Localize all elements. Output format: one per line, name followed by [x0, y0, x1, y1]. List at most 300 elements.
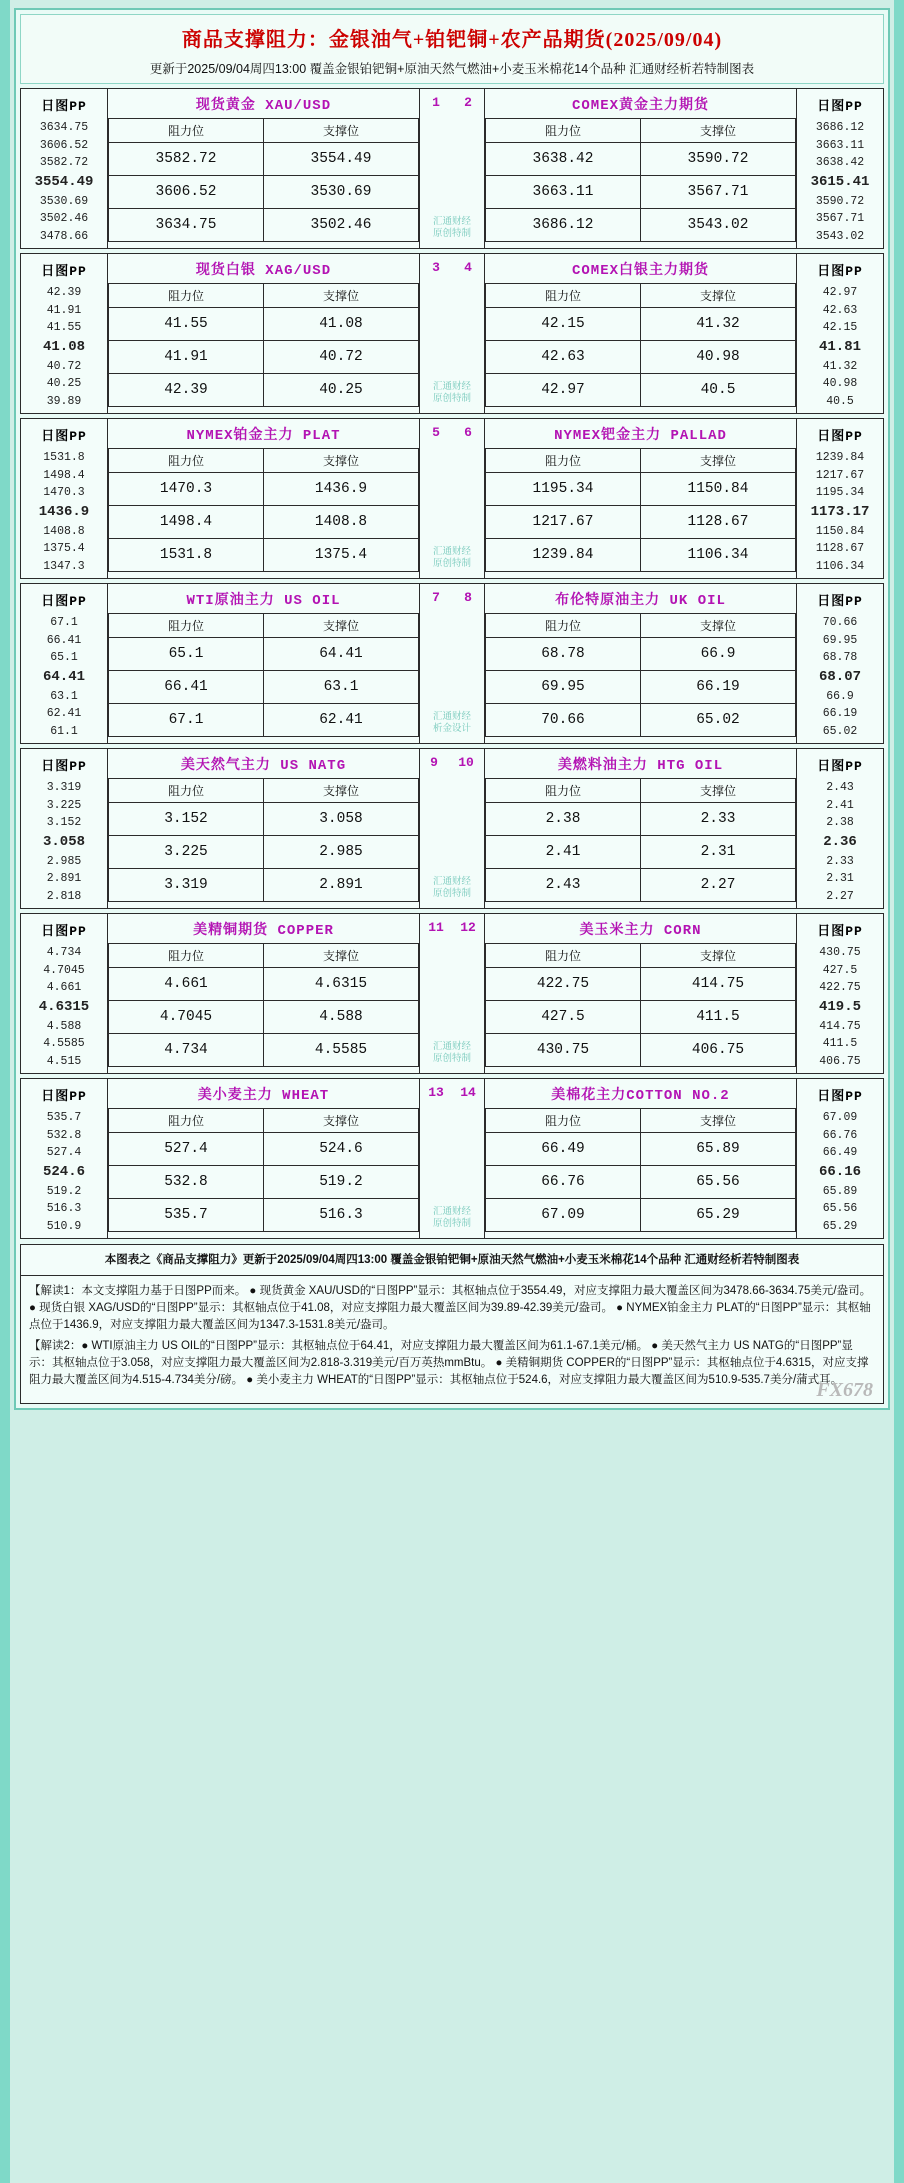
instrument-title: 现货白银 XAG/USD [195, 263, 332, 279]
left-panel [107, 419, 420, 578]
table-row [486, 671, 796, 704]
table-row [486, 1034, 796, 1067]
support-value: 516.3 [264, 1199, 419, 1232]
page-title: 商品支撑阻力：金银油气+铂钯铜+农产品期货(2025/09/04) [181, 29, 723, 51]
levels-table [485, 613, 796, 737]
support-header: 支撑位 [264, 614, 419, 638]
pp-header: 日图PP [817, 264, 863, 279]
support-value: 66.19 [641, 671, 796, 704]
block-number-right: 6 [464, 425, 472, 440]
resistance-value: 3.319 [109, 869, 264, 902]
resistance-value: 1217.67 [486, 506, 641, 539]
watermark [420, 381, 484, 405]
scale-level: 4.588 [46, 1019, 82, 1033]
watermark-line-1: 汇通财经 [432, 711, 471, 722]
report-frame [14, 8, 890, 1410]
table-row [486, 506, 796, 539]
resistance-header: 阻力位 [486, 284, 641, 308]
resistance-value: 1239.84 [486, 539, 641, 572]
watermark-line-2: 原创特制 [432, 558, 471, 569]
right-panel [484, 584, 797, 743]
support-value: 3502.46 [264, 209, 419, 242]
table-row [109, 539, 419, 572]
resistance-value: 3582.72 [109, 143, 264, 176]
support-value: 2.33 [641, 803, 796, 836]
scale-level: 66.76 [822, 1128, 858, 1142]
scale-level: 2.31 [826, 872, 854, 885]
footer-summary [20, 1244, 884, 1276]
levels-table [485, 943, 796, 1067]
block-numbers [420, 914, 484, 935]
block-number-right: 10 [458, 755, 474, 770]
scale-level: 67.09 [822, 1111, 858, 1124]
scale-level: 3.152 [46, 816, 82, 829]
scale-level: 40.98 [822, 377, 858, 390]
resistance-value: 68.78 [486, 638, 641, 671]
pp-header: 日图PP [41, 759, 87, 774]
scale-level: 2.818 [46, 889, 82, 903]
instrument-block [20, 418, 884, 579]
instrument-title: 美小麦主力 WHEAT [197, 1088, 330, 1104]
scale-level: 532.8 [46, 1128, 82, 1142]
instrument-title: COMEX白银主力期货 [571, 263, 709, 279]
resistance-value: 41.55 [109, 308, 264, 341]
left-scale [21, 749, 107, 908]
support-value: 4.5585 [264, 1034, 419, 1067]
levels-table [485, 118, 796, 242]
support-value: 65.02 [641, 704, 796, 737]
scale-level: 3638.42 [815, 156, 865, 169]
scale-level: 4.734 [46, 946, 82, 959]
support-value: 64.41 [264, 638, 419, 671]
resistance-value: 3634.75 [109, 209, 264, 242]
table-row [486, 539, 796, 572]
table-row [109, 671, 419, 704]
support-header: 支撑位 [641, 1109, 796, 1133]
table-row [486, 308, 796, 341]
resistance-value: 42.39 [109, 374, 264, 407]
right-scale [797, 914, 883, 1073]
resistance-value: 3663.11 [486, 176, 641, 209]
instrument-block [20, 913, 884, 1074]
scale-level: 3606.52 [39, 138, 89, 152]
instrument-title: WTI原油主力 US OIL [186, 593, 341, 609]
pp-header: 日图PP [817, 924, 863, 939]
support-value: 414.75 [641, 968, 796, 1001]
pp-header: 日图PP [41, 99, 87, 114]
levels-table [108, 778, 419, 902]
support-value: 2.985 [264, 836, 419, 869]
table-row [109, 209, 419, 242]
fx678-watermark: FX678 [816, 1379, 873, 1401]
table-row [486, 176, 796, 209]
scale-level: 1217.67 [815, 468, 865, 482]
center-column [420, 254, 484, 413]
resistance-value: 67.09 [486, 1199, 641, 1232]
resistance-value: 42.63 [486, 341, 641, 374]
scale-level: 42.97 [822, 286, 858, 299]
scale-level: 69.95 [822, 633, 858, 647]
resistance-header: 阻力位 [486, 614, 641, 638]
support-value: 40.72 [264, 341, 419, 374]
table-row [486, 473, 796, 506]
scale-level: 65.29 [822, 1219, 858, 1233]
pp-header: 日图PP [817, 759, 863, 774]
left-panel [107, 89, 420, 248]
left-scale [21, 914, 107, 1073]
table-row [109, 374, 419, 407]
scale-level: 1408.8 [43, 524, 85, 538]
scale-level: 422.75 [819, 981, 861, 994]
pivot-level: 3554.49 [34, 173, 94, 190]
scale-level: 535.7 [46, 1111, 82, 1124]
pivot-level: 3.058 [42, 833, 85, 850]
table-row [109, 638, 419, 671]
table-row [486, 374, 796, 407]
support-value: 40.98 [641, 341, 796, 374]
scale-level: 65.02 [822, 724, 858, 738]
resistance-value: 2.38 [486, 803, 641, 836]
block-number-left: 5 [432, 425, 440, 440]
center-column [420, 419, 484, 578]
right-panel [484, 89, 797, 248]
instrument-block [20, 748, 884, 909]
table-row [486, 869, 796, 902]
watermark [420, 711, 484, 735]
resistance-value: 41.91 [109, 341, 264, 374]
scale-level: 510.9 [46, 1219, 82, 1233]
support-header: 支撑位 [641, 284, 796, 308]
scale-level: 3543.02 [815, 229, 865, 243]
table-row [109, 968, 419, 1001]
levels-table [485, 778, 796, 902]
support-header: 支撑位 [641, 614, 796, 638]
pivot-level: 41.81 [818, 338, 861, 355]
pivot-level: 66.16 [818, 1163, 861, 1180]
left-scale [21, 89, 107, 248]
levels-table [485, 448, 796, 572]
instrument-title: NYMEX钯金主力 PALLAD [554, 428, 727, 444]
table-row [109, 803, 419, 836]
scale-level: 67.1 [50, 616, 78, 629]
scale-level: 1106.34 [815, 559, 865, 573]
scale-level: 3590.72 [815, 194, 865, 208]
pivot-level: 64.41 [42, 668, 85, 685]
left-panel [107, 1079, 420, 1238]
scale-level: 1498.4 [43, 468, 85, 482]
scale-level: 3686.12 [815, 121, 865, 134]
support-value: 4.6315 [264, 968, 419, 1001]
resistance-header: 阻力位 [109, 119, 264, 143]
resistance-value: 422.75 [486, 968, 641, 1001]
support-header: 支撑位 [641, 119, 796, 143]
support-value: 519.2 [264, 1166, 419, 1199]
support-header: 支撑位 [264, 1109, 419, 1133]
table-row [109, 869, 419, 902]
right-panel [484, 1079, 797, 1238]
block-numbers [420, 254, 484, 275]
resistance-value: 66.76 [486, 1166, 641, 1199]
pivot-level: 2.36 [823, 833, 857, 850]
instrument-title: 现货黄金 XAU/USD [195, 98, 332, 114]
support-value: 1150.84 [641, 473, 796, 506]
right-scale [797, 749, 883, 908]
support-header: 支撑位 [264, 449, 419, 473]
scale-level: 66.19 [822, 707, 858, 720]
resistance-header: 阻力位 [109, 944, 264, 968]
block-number-left: 3 [432, 260, 440, 275]
support-value: 524.6 [264, 1133, 419, 1166]
table-row [109, 1034, 419, 1067]
watermark [420, 546, 484, 570]
table-row [109, 473, 419, 506]
table-row [486, 1133, 796, 1166]
left-panel [107, 584, 420, 743]
resistance-value: 4.7045 [109, 1001, 264, 1034]
resistance-header: 阻力位 [486, 944, 641, 968]
table-row [109, 836, 419, 869]
instrument-block [20, 88, 884, 249]
left-panel [107, 749, 420, 908]
watermark-line-1: 汇通财经 [432, 216, 471, 227]
resistance-value: 2.43 [486, 869, 641, 902]
table-row [109, 1001, 419, 1034]
block-number-left: 9 [430, 755, 438, 770]
block-number-left: 1 [432, 95, 440, 110]
support-value: 66.9 [641, 638, 796, 671]
scale-level: 406.75 [819, 1054, 861, 1068]
right-scale [797, 419, 883, 578]
instrument-title: 美天然气主力 US NATG [180, 758, 347, 774]
support-value: 411.5 [641, 1001, 796, 1034]
pivot-level: 3615.41 [810, 173, 870, 190]
block-numbers [420, 419, 484, 440]
resistance-value: 3606.52 [109, 176, 264, 209]
resistance-value: 4.661 [109, 968, 264, 1001]
left-panel [107, 914, 420, 1073]
scale-level: 2.27 [826, 889, 854, 903]
scale-level: 40.25 [46, 377, 82, 390]
resistance-header: 阻力位 [486, 119, 641, 143]
right-panel [484, 749, 797, 908]
pivot-level: 4.6315 [38, 998, 90, 1015]
resistance-header: 阻力位 [109, 614, 264, 638]
table-row [486, 1166, 796, 1199]
scale-level: 2.33 [826, 854, 854, 868]
watermark-line-2: 原创特制 [432, 393, 471, 404]
scale-level: 3478.66 [39, 229, 89, 243]
support-header: 支撑位 [264, 284, 419, 308]
scale-level: 1239.84 [815, 451, 865, 464]
scale-level: 3582.72 [39, 156, 89, 169]
table-row [109, 704, 419, 737]
support-value: 3554.49 [264, 143, 419, 176]
table-row [486, 704, 796, 737]
left-scale [21, 1079, 107, 1238]
support-value: 3530.69 [264, 176, 419, 209]
resistance-header: 阻力位 [109, 284, 264, 308]
table-row [486, 836, 796, 869]
resistance-header: 阻力位 [109, 779, 264, 803]
scale-level: 42.63 [822, 303, 858, 317]
support-header: 支撑位 [264, 944, 419, 968]
resistance-value: 65.1 [109, 638, 264, 671]
watermark [420, 1206, 484, 1230]
resistance-header: 阻力位 [486, 449, 641, 473]
scale-level: 2.38 [826, 816, 854, 829]
support-value: 406.75 [641, 1034, 796, 1067]
table-row [486, 968, 796, 1001]
scale-level: 3567.71 [815, 212, 865, 225]
pp-header: 日图PP [41, 924, 87, 939]
pivot-level: 68.07 [818, 668, 861, 685]
scale-level: 4.7045 [43, 963, 85, 977]
instrument-block [20, 583, 884, 744]
left-scale [21, 419, 107, 578]
support-value: 40.25 [264, 374, 419, 407]
resistance-value: 70.66 [486, 704, 641, 737]
pivot-level: 41.08 [42, 338, 85, 355]
scale-level: 3530.69 [39, 194, 89, 208]
resistance-value: 3686.12 [486, 209, 641, 242]
scale-level: 41.55 [46, 321, 82, 334]
levels-table [108, 283, 419, 407]
instrument-block [20, 1078, 884, 1239]
watermark-line-2: 原创特制 [432, 228, 471, 239]
support-value: 3543.02 [641, 209, 796, 242]
scale-level: 66.9 [826, 689, 854, 703]
pp-header: 日图PP [41, 264, 87, 279]
center-column [420, 1079, 484, 1238]
support-value: 1106.34 [641, 539, 796, 572]
support-value: 3567.71 [641, 176, 796, 209]
instrument-title: 美玉米主力 CORN [579, 923, 702, 939]
block-number-right: 14 [460, 1085, 476, 1100]
scale-level: 3.225 [46, 798, 82, 812]
resistance-value: 3.152 [109, 803, 264, 836]
scale-level: 42.15 [822, 321, 858, 334]
watermark-line-1: 汇通财经 [432, 546, 471, 557]
scale-level: 527.4 [46, 1146, 82, 1159]
support-value: 63.1 [264, 671, 419, 704]
resistance-value: 430.75 [486, 1034, 641, 1067]
levels-table [108, 118, 419, 242]
instrument-block [20, 253, 884, 414]
scale-level: 70.66 [822, 616, 858, 629]
support-value: 65.56 [641, 1166, 796, 1199]
scale-level: 41.91 [46, 303, 82, 317]
block-numbers [420, 584, 484, 605]
table-row [486, 341, 796, 374]
instrument-title: 布伦特原油主力 UK OIL [555, 593, 726, 609]
left-scale [21, 254, 107, 413]
scale-level: 1128.67 [815, 542, 865, 555]
table-row [109, 1166, 419, 1199]
watermark-line-1: 汇通财经 [432, 1206, 471, 1217]
support-value: 2.891 [264, 869, 419, 902]
scale-level: 40.72 [46, 359, 82, 373]
watermark-line-1: 汇通财经 [432, 1041, 471, 1052]
right-panel [484, 254, 797, 413]
center-column [420, 584, 484, 743]
pivot-level: 1436.9 [38, 503, 90, 520]
block-number-right: 12 [460, 920, 476, 935]
scale-level: 66.49 [822, 1146, 858, 1159]
scale-level: 3.319 [46, 781, 82, 794]
resistance-value: 67.1 [109, 704, 264, 737]
resistance-value: 42.15 [486, 308, 641, 341]
levels-table [108, 613, 419, 737]
resistance-value: 4.734 [109, 1034, 264, 1067]
support-value: 65.89 [641, 1133, 796, 1166]
scale-level: 65.56 [822, 1202, 858, 1215]
support-value: 3590.72 [641, 143, 796, 176]
block-number-left: 13 [428, 1085, 444, 1100]
watermark-line-2: 原创特制 [432, 888, 471, 899]
resistance-value: 1195.34 [486, 473, 641, 506]
right-scale [797, 254, 883, 413]
support-value: 1375.4 [264, 539, 419, 572]
instrument-title: NYMEX铂金主力 PLAT [186, 428, 341, 444]
watermark-line-2: 原创特制 [432, 1218, 471, 1229]
pp-header: 日图PP [41, 429, 87, 444]
resistance-value: 1531.8 [109, 539, 264, 572]
scale-level: 40.5 [826, 394, 854, 408]
block-numbers [420, 89, 484, 110]
resistance-value: 66.49 [486, 1133, 641, 1166]
block-number-right: 2 [464, 95, 472, 110]
scale-level: 4.661 [46, 981, 82, 994]
table-row [486, 1001, 796, 1034]
pp-header: 日图PP [817, 429, 863, 444]
table-row [486, 143, 796, 176]
table-row [109, 176, 419, 209]
right-scale [797, 89, 883, 248]
support-value: 2.31 [641, 836, 796, 869]
scale-level: 4.5585 [43, 1037, 85, 1050]
scale-level: 39.89 [46, 394, 82, 408]
instrument-title: 美棉花主力COTTON NO.2 [551, 1088, 730, 1104]
support-header: 支撑位 [264, 779, 419, 803]
scale-level: 68.78 [822, 651, 858, 664]
resistance-value: 66.41 [109, 671, 264, 704]
table-row [486, 638, 796, 671]
title-block [20, 14, 884, 84]
table-row [109, 1133, 419, 1166]
support-value: 3.058 [264, 803, 419, 836]
table-row [109, 1199, 419, 1232]
resistance-header: 阻力位 [109, 1109, 264, 1133]
watermark [420, 876, 484, 900]
note-1: 【解读1：本文支撑阻力基于日图PP而来。 ● 现货黄金 XAU/USD的“日图PP”显示：其枢轴点位于3554.49，对应支撑阻力最大覆盖区间为3478.66-3634.75美元/盎司。 ● 现货白银 XAG/USD的“日图PP”显示：其枢轴点位于41.08，对应支撑阻力最大覆盖区间为39.89-42.39美元/盎司。 ● NYMEX铂金主力 PLAT的“日图PP”显示：其枢轴点位于1436.9，对应支撑阻力最大覆盖区间为1347.3-1531.8美元/盎司。 [29, 1285, 872, 1331]
support-value: 1436.9 [264, 473, 419, 506]
support-value: 1128.67 [641, 506, 796, 539]
page-subtitle: 更新于2025/09/04周四13:00 覆盖金银铂钯铜+原油天然气燃油+小麦玉米棉花14个品种 汇通财经析若特制图表 [149, 62, 755, 76]
support-value: 41.08 [264, 308, 419, 341]
instrument-title: COMEX黄金主力期货 [571, 98, 709, 114]
right-scale [797, 584, 883, 743]
resistance-value: 1498.4 [109, 506, 264, 539]
table-row [109, 143, 419, 176]
resistance-value: 2.41 [486, 836, 641, 869]
scale-level: 2.43 [826, 781, 854, 794]
block-numbers [420, 1079, 484, 1100]
pivot-level: 524.6 [42, 1163, 85, 1180]
scale-level: 2.891 [46, 872, 82, 885]
block-number-left: 7 [432, 590, 440, 605]
watermark [420, 1041, 484, 1065]
note-2: 【解读2：● WTI原油主力 US OIL的“日图PP”显示：其枢轴点位于64.41，对应支撑阻力最大覆盖区间为61.1-67.1美元/桶。 ● 美天然气主力 US NATG的“日图PP”显示：其枢轴点位于3.058，对应支撑阻力最大覆盖区间为2.818-3.319美元/百万英热mmBtu。 ● 美精铜期货 COPPER的“日图PP”显示：其枢轴点位于4.6315，对应支撑阻力最大覆盖区间为4.515-4.734美分/磅。 ● 美小麦主力 WHEAT的“日图PP”显示：其枢轴点位于524.6，对应支撑阻力最大覆盖区间为510.9-535.7美分/蒲式耳。 [29, 1340, 869, 1386]
